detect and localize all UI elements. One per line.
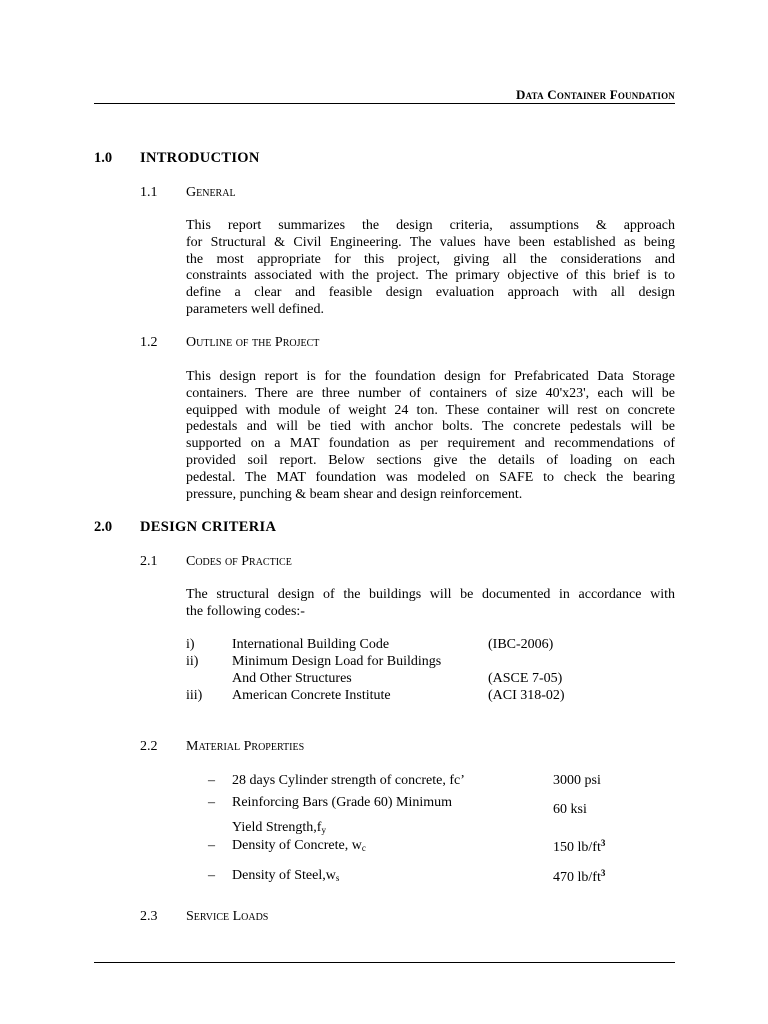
subsection-number: 2.1	[140, 554, 158, 569]
code-name-continued: And Other Structures	[232, 671, 352, 686]
subsection-title: Service Loads	[186, 909, 269, 924]
subsection-number: 2.3	[140, 909, 158, 924]
codes-paragraph	[186, 587, 675, 621]
section-title: INTRODUCTION	[140, 150, 260, 166]
material-property-label: Reinforcing Bars (Grade 60) Minimum	[232, 795, 453, 810]
outline-paragraph	[186, 369, 675, 503]
material-property-value: 150 $lb/ft^3$	[553, 838, 606, 855]
subsection-title: Outline of the Project	[186, 335, 320, 350]
material-property-label-continued: Yield $Strength,f_y$	[232, 820, 326, 835]
subsection-title: General	[186, 185, 236, 200]
footer-rule	[94, 962, 675, 963]
section-number: 1.0	[94, 150, 113, 166]
list-bullet: –	[208, 795, 215, 810]
code-name: American Concrete Institute	[232, 688, 391, 703]
paragraph-line: for Structural & Civil Engineering. The values have been established as being	[186, 234, 675, 250]
list-bullet: –	[208, 838, 215, 853]
subsection-number: 2.2	[140, 739, 158, 754]
header-rule	[94, 103, 675, 104]
paragraph-line: This design report is for the foundation design for Prefabricated Data Storage	[186, 369, 675, 384]
material-property-label: Density of Concrete, $w_c$	[232, 838, 366, 853]
list-bullet: –	[208, 773, 215, 788]
paragraph-line: equipped with module of weight 24 ton. These container will rest on concrete	[186, 402, 675, 418]
paragraph-line: constraints associated with the project. The primary objective of this brief is to	[186, 268, 675, 284]
material-property-value: 60 ksi	[553, 802, 587, 817]
code-name: Minimum Design Load for Buildings	[232, 654, 442, 669]
section-number: 2.0	[94, 519, 113, 535]
paragraph-line: pedestals and will be tied with anchor bolts. The concrete pedestals will be	[186, 419, 675, 435]
paragraph-line: the most appropriate for this project, giving all the considerations and	[186, 251, 675, 267]
material-property-value: 470 $lb/ft^3$	[553, 868, 606, 885]
subsection-title: Material Properties	[186, 739, 305, 754]
subsection-number: 1.2	[140, 335, 158, 350]
paragraph-line: parameters well defined.	[186, 301, 324, 317]
section-title: DESIGN CRITERIA	[140, 519, 277, 535]
general-paragraph	[186, 218, 675, 319]
code-reference: (IBC-2006)	[488, 637, 554, 652]
code-number: iii)	[186, 688, 203, 703]
material-property-value: 3000 psi	[553, 773, 601, 788]
paragraph-line: the following codes:-	[186, 603, 305, 619]
code-reference: (ASCE 7-05)	[488, 671, 563, 686]
subsection-title: Codes of Practice	[186, 554, 292, 569]
paragraph-line: pressure, punching & beam shear and design reinforcement.	[186, 486, 523, 502]
code-number: ii)	[186, 654, 199, 669]
code-number: i)	[186, 637, 195, 652]
paragraph-line: containers. There are three number of containers of size 40'x23', each will be	[186, 385, 675, 401]
subsection-number: 1.1	[140, 185, 158, 200]
paragraph-line: define a clear and feasible design evaluation approach with all design	[186, 285, 675, 301]
code-reference: (ACI 318-02)	[488, 688, 565, 703]
paragraph-line: provided soil report. Below sections give the details of loading on each	[186, 452, 675, 468]
document-header-title: Data Container Foundation	[515, 87, 675, 102]
paragraph-line: pedestal. The MAT foundation was modeled on SAFE to check the bearing	[186, 469, 675, 485]
list-bullet: –	[208, 868, 215, 883]
material-property-label: Density of $Steel,w_s$	[232, 868, 340, 883]
material-property-label: 28 days Cylinder strength of concrete, fc’	[232, 773, 465, 788]
paragraph-line: The structural design of the buildings will be documented in accordance with	[186, 587, 675, 602]
paragraph-line: This report summarizes the design criteria, assumptions & approach	[186, 218, 675, 233]
code-name: International Building Code	[232, 637, 390, 652]
paragraph-line: supported on a MAT foundation as per requirement and recommendations of	[186, 436, 675, 452]
